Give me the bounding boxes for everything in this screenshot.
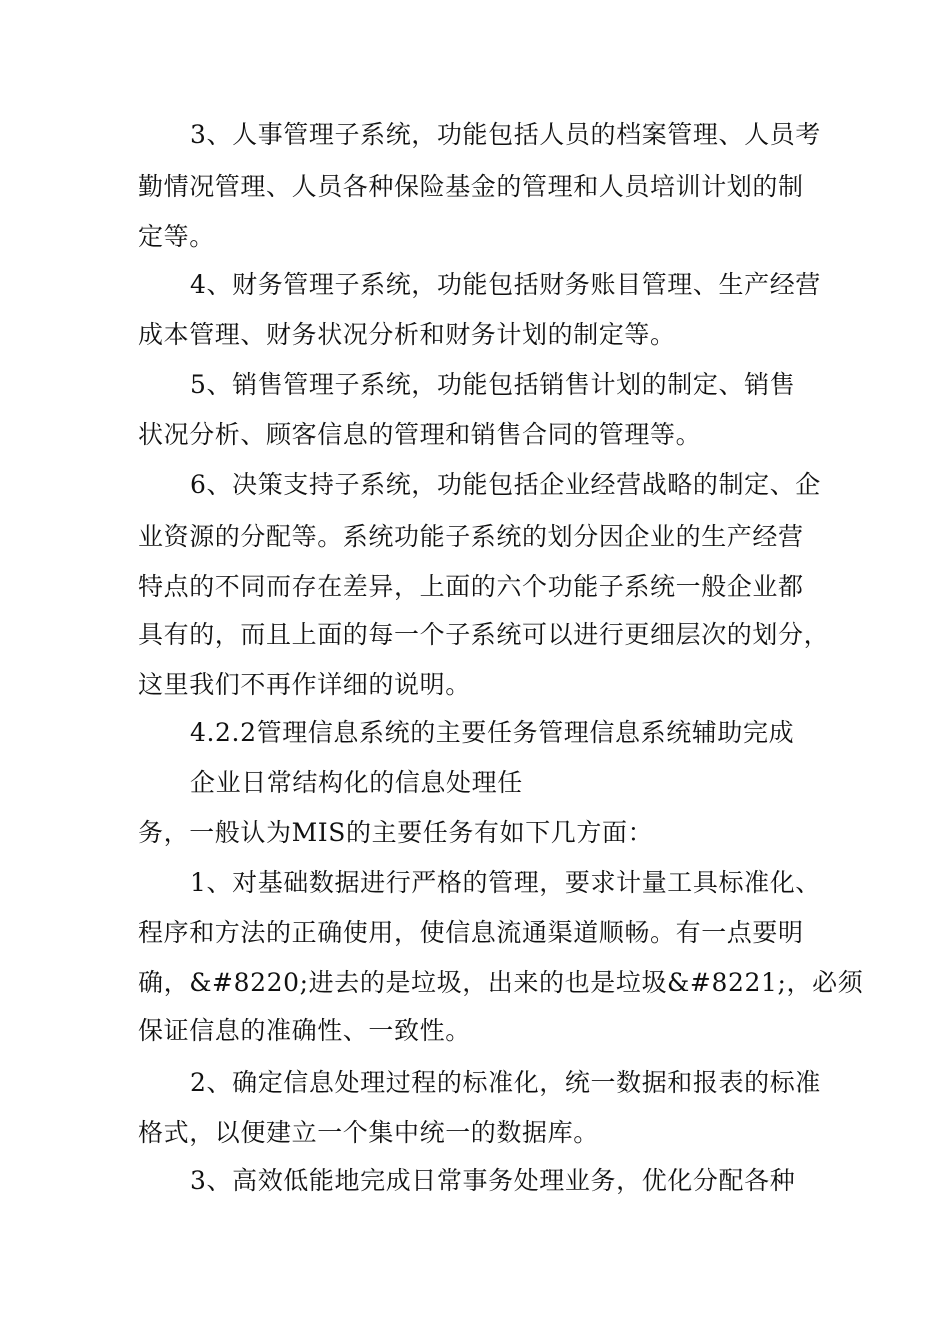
paragraph-line: 成本管理、财务状况分析和财务计划的制定等。 bbox=[138, 320, 676, 349]
section-heading-line: 4.2.2管理信息系统的主要任务管理信息系统辅助完成 bbox=[190, 718, 795, 747]
paragraph-line: 1、对基础数据进行严格的管理，要求计量工具标准化、 bbox=[190, 868, 821, 897]
paragraph-line: 定等。 bbox=[138, 222, 215, 251]
paragraph-line: 勤情况管理、人员各种保险基金的管理和人员培训计划的制 bbox=[138, 172, 804, 201]
paragraph-line: 企业日常结构化的信息处理任 bbox=[190, 768, 523, 797]
paragraph-line: 4、财务管理子系统，功能包括财务账目管理、生产经营 bbox=[190, 270, 821, 299]
paragraph-line: 2、确定信息处理过程的标准化，统一数据和报表的标准 bbox=[190, 1068, 821, 1097]
paragraph-line: 具有的，而且上面的每一个子系统可以进行更细层次的划分， bbox=[138, 620, 830, 649]
paragraph-line: 5、销售管理子系统，功能包括销售计划的制定、销售 bbox=[190, 370, 796, 399]
paragraph-line: 业资源的分配等。系统功能子系统的划分因企业的生产经营 bbox=[138, 522, 804, 551]
paragraph-line: 保证信息的准确性、一致性。 bbox=[138, 1016, 471, 1045]
paragraph-line: 状况分析、顾客信息的管理和销售合同的管理等。 bbox=[138, 420, 702, 449]
paragraph-line: 这里我们不再作详细的说明。 bbox=[138, 670, 471, 699]
paragraph-line: 务，一般认为MIS的主要任务有如下几方面： bbox=[138, 818, 654, 847]
paragraph-line: 程序和方法的正确使用，使信息流通渠道顺畅。有一点要明 bbox=[138, 918, 804, 947]
paragraph-line: 6、决策支持子系统，功能包括企业经营战略的制定、企 bbox=[190, 470, 821, 499]
paragraph-line: 格式，以便建立一个集中统一的数据库。 bbox=[138, 1118, 599, 1147]
paragraph-line: 3、高效低能地完成日常事务处理业务，优化分配各种 bbox=[190, 1166, 796, 1195]
paragraph-line: 特点的不同而存在差异，上面的六个功能子系统一般企业都 bbox=[138, 572, 804, 601]
paragraph-line: 确，&#8220;进去的是垃圾，出来的也是垃圾&#8221;，必须 bbox=[138, 968, 864, 997]
paragraph-line: 3、人事管理子系统，功能包括人员的档案管理、人员考 bbox=[190, 120, 821, 149]
